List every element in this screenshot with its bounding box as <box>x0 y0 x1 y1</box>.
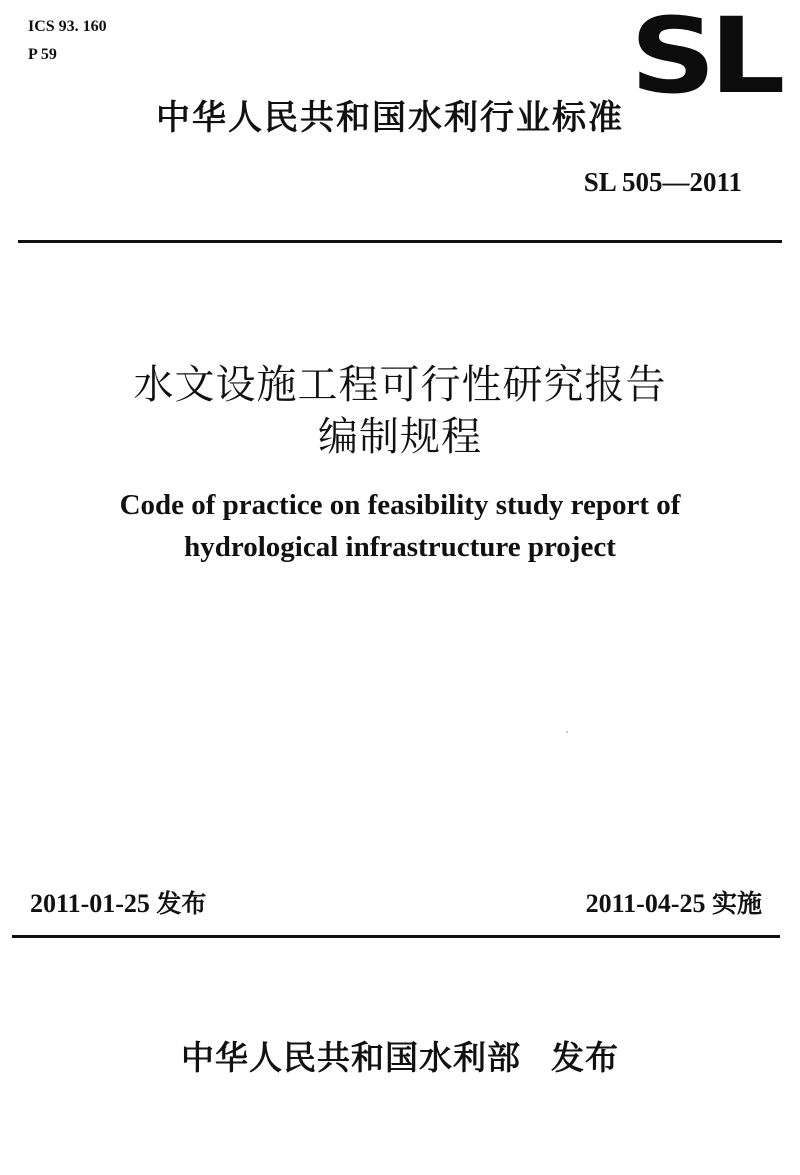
scan-speck <box>566 731 568 733</box>
issue-date-block <box>30 888 206 920</box>
implement-date-block <box>586 888 762 920</box>
publisher-name: 中华人民共和国水利部 <box>181 1038 521 1077</box>
industry-standard-text: 中华人民共和国水利行业标准 <box>156 98 624 138</box>
title-cn-line2: 编制规程 <box>318 414 482 460</box>
title-cn-line1: 水文设施工程可行性研究报告 <box>133 362 667 408</box>
bottom-divider <box>12 935 780 938</box>
title-en-line1: Code of practice on feasibility study report of <box>119 489 681 521</box>
industry-standard-heading <box>0 96 800 140</box>
publisher-action: 发布 <box>551 1038 619 1077</box>
issue-label: 发布 <box>156 889 207 918</box>
top-divider <box>18 240 782 243</box>
implement-label: 实施 <box>711 889 762 918</box>
implement-date: 2011-04-25 <box>585 889 706 918</box>
publisher-line <box>0 1036 800 1080</box>
ics-code: ICS 93. 160 <box>28 18 107 35</box>
title-en-line2: hydrological infrastructure project <box>184 531 616 563</box>
sl-logo: SL <box>630 0 779 117</box>
standard-number: SL 505—2011 <box>583 167 742 197</box>
issue-date: 2011-01-25 <box>30 889 150 918</box>
classification-code: P 59 <box>28 46 57 63</box>
